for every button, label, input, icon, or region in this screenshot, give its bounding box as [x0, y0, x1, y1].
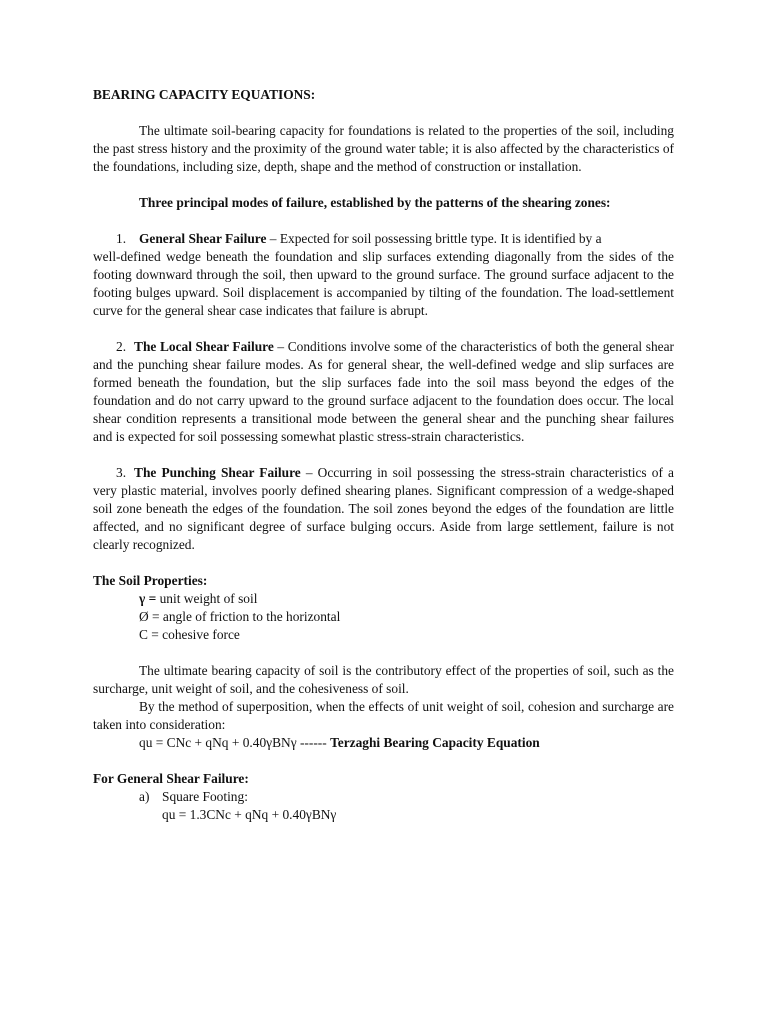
mode-3-name: The Punching Shear Failure — [134, 465, 301, 480]
superposition-paragraph: By the method of superposition, when the effects of unit weight of soil, cohesion and surcharge are taken into consideration: — [93, 699, 674, 732]
soil-property-phi-desc: = angle of friction to the horizontal — [148, 609, 341, 624]
soil-property-c-symbol: C — [139, 627, 148, 642]
ultimate-paragraph: The ultimate bearing capacity of soil is the contributory effect of the properties of soil, such as the surcharge, unit weight of soil, and the cohesiveness of soil. — [93, 663, 674, 696]
terzaghi-equation — [93, 734, 674, 752]
soil-property-gamma — [93, 590, 674, 608]
square-footing-formula: qu = 1.3CNc + qNq + 0.40γBNγ — [162, 807, 337, 822]
mode-2-number: 2. — [116, 339, 127, 354]
square-footing-item — [93, 788, 674, 806]
document-title: BEARING CAPACITY EQUATIONS: — [93, 87, 316, 102]
mode-2-text: – Conditions involve some of the characteristics of both the general shear and the punching shear failure modes. As for general shear, the well-defined wedge and slip surfaces are formed beneath the foundation, but the slip surfaces fade into the soil mass beyond the edges of the foundation and do not carry upward to the ground surface adjacent to the foundation does occur. The local shear condition represents a transitional mode between the general shear and the punching shear failures and is expected for soil possessing somewhat plastic stress-strain characteristics. — [93, 339, 674, 444]
terzaghi-equation-name: Terzaghi Bearing Capacity Equation — [330, 735, 540, 750]
mode-3-text: – Occurring in soil possessing the stress-strain characteristics of a very plastic material, involves poorly defined shearing planes. Significant compression of a wedge-shaped soil zone beneath the edges of the foundation. The soil zones beyond the edges of the foundation are little affected, and no significant degree of surface bulging occurs. Aside from large settlement, failure is not clearly recognized. — [93, 465, 674, 552]
square-footing-label: a) — [139, 789, 150, 804]
mode-1 — [93, 230, 674, 320]
mode-1-name: General Shear Failure — [139, 231, 267, 246]
intro-paragraph: The ultimate soil-bearing capacity for foundations is related to the properties of the soil, including the past stress history and the proximity of the ground water table; it is also affected by the characteristics of the foundations, including size, depth, shape and the method of construction or installation. — [93, 123, 674, 174]
terzaghi-formula: qu = CNc + qNq + 0.40γBNγ ------ — [139, 735, 331, 750]
square-footing-name: Square Footing: — [162, 789, 248, 804]
modes-heading: Three principal modes of failure, established by the patterns of the shearing zones: — [139, 195, 611, 210]
mode-1-rest: well-defined wedge beneath the foundation and slip surfaces extending diagonally from the sides of the footing downward through the soil, then upward to the ground surface. The ground surface adjacent to the footing bulges upward. Soil displacement is accompanied by tilting of the foundation. The load-settlement curve for the general shear case indicates that failure is abrupt. — [93, 249, 674, 318]
soil-property-c — [93, 626, 674, 644]
soil-property-gamma-symbol: γ = — [139, 591, 157, 606]
soil-property-gamma-desc: unit weight of soil — [156, 591, 258, 606]
soil-property-phi-symbol: Ø — [139, 609, 149, 624]
mode-1-number: 1. — [116, 231, 127, 246]
soil-property-c-desc: = cohesive force — [147, 627, 240, 642]
mode-2-name: The Local Shear Failure — [134, 339, 274, 354]
document-page — [93, 86, 674, 824]
soil-properties-heading: The Soil Properties: — [93, 573, 208, 588]
mode-2 — [93, 338, 674, 446]
mode-3 — [93, 464, 674, 554]
general-shear-heading: For General Shear Failure: — [93, 771, 249, 786]
mode-1-first-text: – Expected for soil possessing brittle type. It is identified by a — [266, 231, 602, 246]
soil-property-phi — [93, 608, 674, 626]
mode-1-first-line — [93, 230, 674, 248]
mode-3-number: 3. — [116, 465, 127, 480]
